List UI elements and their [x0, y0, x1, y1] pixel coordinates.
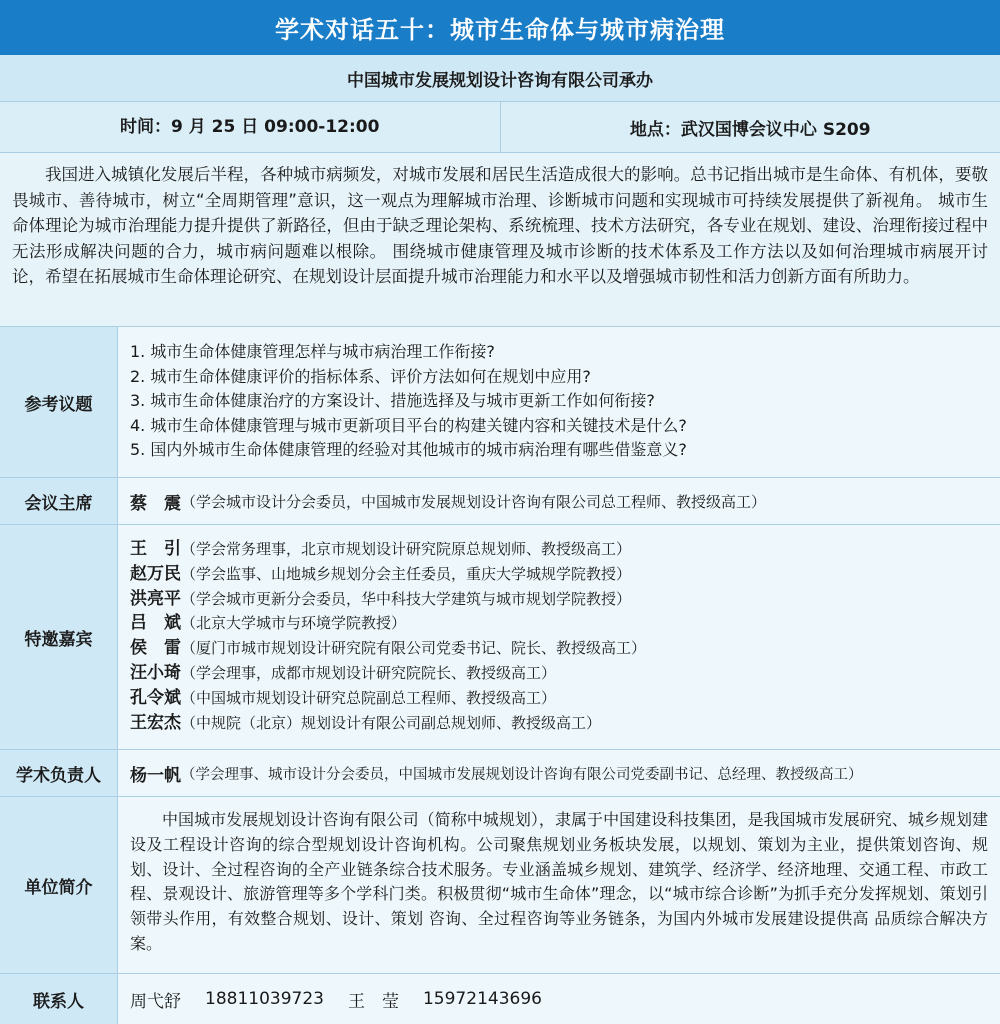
topic-item: 5. 国内外城市生命体健康管理的经验对其他城市的城市病治理有哪些借鉴意义? [130, 438, 988, 463]
lead-name: 杨一帆 [130, 761, 181, 786]
chair-label: 会议主席 [0, 478, 118, 524]
topic-item: 4. 城市生命体健康管理与城市更新项目平台的构建关键内容和关键技术是什么? [130, 414, 988, 439]
chair-desc: （学会城市设计分会委员，中国城市发展规划设计咨询有限公司总工程师、教授级高工） [181, 491, 766, 512]
guest-name: 洪亮平 [130, 589, 181, 609]
time-text: 时间：9 月 25 日 09:00-12:00 [0, 102, 501, 152]
time-location-row [0, 102, 1000, 153]
guest-desc: （学会常务理事，北京市规划设计研究院原总规划师、教授级高工） [181, 540, 631, 558]
topic-item: 3. 城市生命体健康治疗的方案设计、措施选择及与城市更新工作如何衔接? [130, 389, 988, 414]
guest-name: 汪小琦 [130, 663, 181, 683]
topic-item: 2. 城市生命体健康评价的指标体系、评价方法如何在规划中应用? [130, 365, 988, 390]
guest-name: 赵万民 [130, 564, 181, 584]
unit-text: 中国城市发展规划设计咨询有限公司（简称中城规划），隶属于中国建设科技集团，是我国城市发展研究、城乡规划建设及工程设计咨询的综合型规划设计咨询机构。公司聚焦规划业务板块发展，以规划、策划为主业，提供策划咨询、规划、设计、全过程咨询的全产业链条综合技术服务。专业涵盖城乡规划、建筑学、经济学、经济地理、交通工程、市政工程、景观设计、旅游管理等多个学科门类。积极贯彻“城市生命体”理念，以“城市综合诊断”为抓手充分发挥规划、策划引领带头作用，有效整合规划、设计、策划 咨询、全过程咨询等业务链条，为国内外城市发展建设提供高 品质综合解决方案。 [118, 797, 1000, 973]
contact-phone: 15972143696 [423, 989, 542, 1009]
guest-desc: （学会城市更新分会委员，华中科技大学建筑与城市规划学院教授） [181, 590, 631, 608]
chair-name: 蔡 震 [130, 489, 181, 514]
guest-item [130, 537, 988, 562]
lead-content [118, 750, 1000, 796]
organizer-line: 中国城市发展规划设计咨询有限公司承办 [0, 55, 1000, 102]
chair-row [0, 478, 1000, 525]
guest-item [130, 661, 988, 686]
page-title: 学术对话五十：城市生命体与城市病治理 [0, 0, 1000, 55]
guest-item [130, 636, 988, 661]
guest-desc: （学会理事，成都市规划设计研究院院长、教授级高工） [181, 664, 556, 682]
lead-row [0, 750, 1000, 797]
contact-row [0, 974, 1000, 1024]
guest-item [130, 611, 988, 636]
contact-person-name: 王 莹 [348, 987, 399, 1012]
lead-label: 学术负责人 [0, 750, 118, 796]
guests-list [118, 525, 1000, 749]
topics-list [118, 327, 1000, 477]
intro-paragraph: 我国进入城镇化发展后半程，各种城市病频发，对城市发展和居民生活造成很大的影响。总书记指出城市是生命体、有机体，要敬畏城市、善待城市，树立“全周期管理”意识，这一观点为理解城市治理、诊断城市问题和实现城市可持续发展提供了新视角。 城市生命体理论为城市治理能力提升提供了新路径，但由于缺乏理论架构、系统梳理、技术方法研究，各专业在规划、建设、治理衔接过程中无法形成解决问题的合力，城市病问题难以根除。 围绕城市健康管理及城市诊断的技术体系及工作方法以及如何治理城市病展开讨论，希望在拓展城市生命体理论研究、在规划设计层面提升城市治理能力和水平以及增强城市韧性和活力创新方面有所助力。 [0, 153, 1000, 327]
guest-name: 孔令斌 [130, 688, 181, 708]
contact-phone: 18811039723 [205, 989, 324, 1009]
guest-item [130, 587, 988, 612]
topics-row [0, 327, 1000, 478]
chair-content [118, 478, 1000, 524]
location-text: 地点：武汉国博会议中心 S209 [501, 115, 1000, 140]
guest-desc: （中国城市规划设计研究总院副总工程师、教授级高工） [181, 689, 556, 707]
guest-name: 侯 雷 [130, 638, 181, 658]
guest-desc: （学会监事、山地城乡规划分会主任委员，重庆大学城规学院教授） [181, 565, 631, 583]
topic-item: 1. 城市生命体健康管理怎样与城市病治理工作衔接? [130, 340, 988, 365]
guest-name: 王宏杰 [130, 713, 181, 733]
guest-item [130, 562, 988, 587]
contact-label: 联系人 [0, 974, 118, 1024]
guest-desc: （北京大学城市与环境学院教授） [181, 614, 406, 632]
guest-name: 王 引 [130, 539, 181, 559]
contact-person-name: 周弋舒 [130, 987, 181, 1012]
guest-item [130, 686, 988, 711]
unit-row [0, 797, 1000, 974]
guest-item [130, 711, 988, 736]
unit-label: 单位简介 [0, 797, 118, 973]
guest-desc: （厦门市城市规划设计研究院有限公司党委书记、院长、教授级高工） [181, 639, 646, 657]
guests-row [0, 525, 1000, 750]
topics-label: 参考议题 [0, 327, 118, 477]
contact-content [118, 974, 1000, 1024]
guest-name: 吕 斌 [130, 613, 181, 633]
guests-label: 特邀嘉宾 [0, 525, 118, 749]
lead-desc: （学会理事、城市设计分会委员，中国城市发展规划设计咨询有限公司党委副书记、总经理、教授级高工） [181, 763, 863, 784]
guest-desc: （中规院（北京）规划设计有限公司副总规划师、教授级高工） [181, 714, 601, 732]
